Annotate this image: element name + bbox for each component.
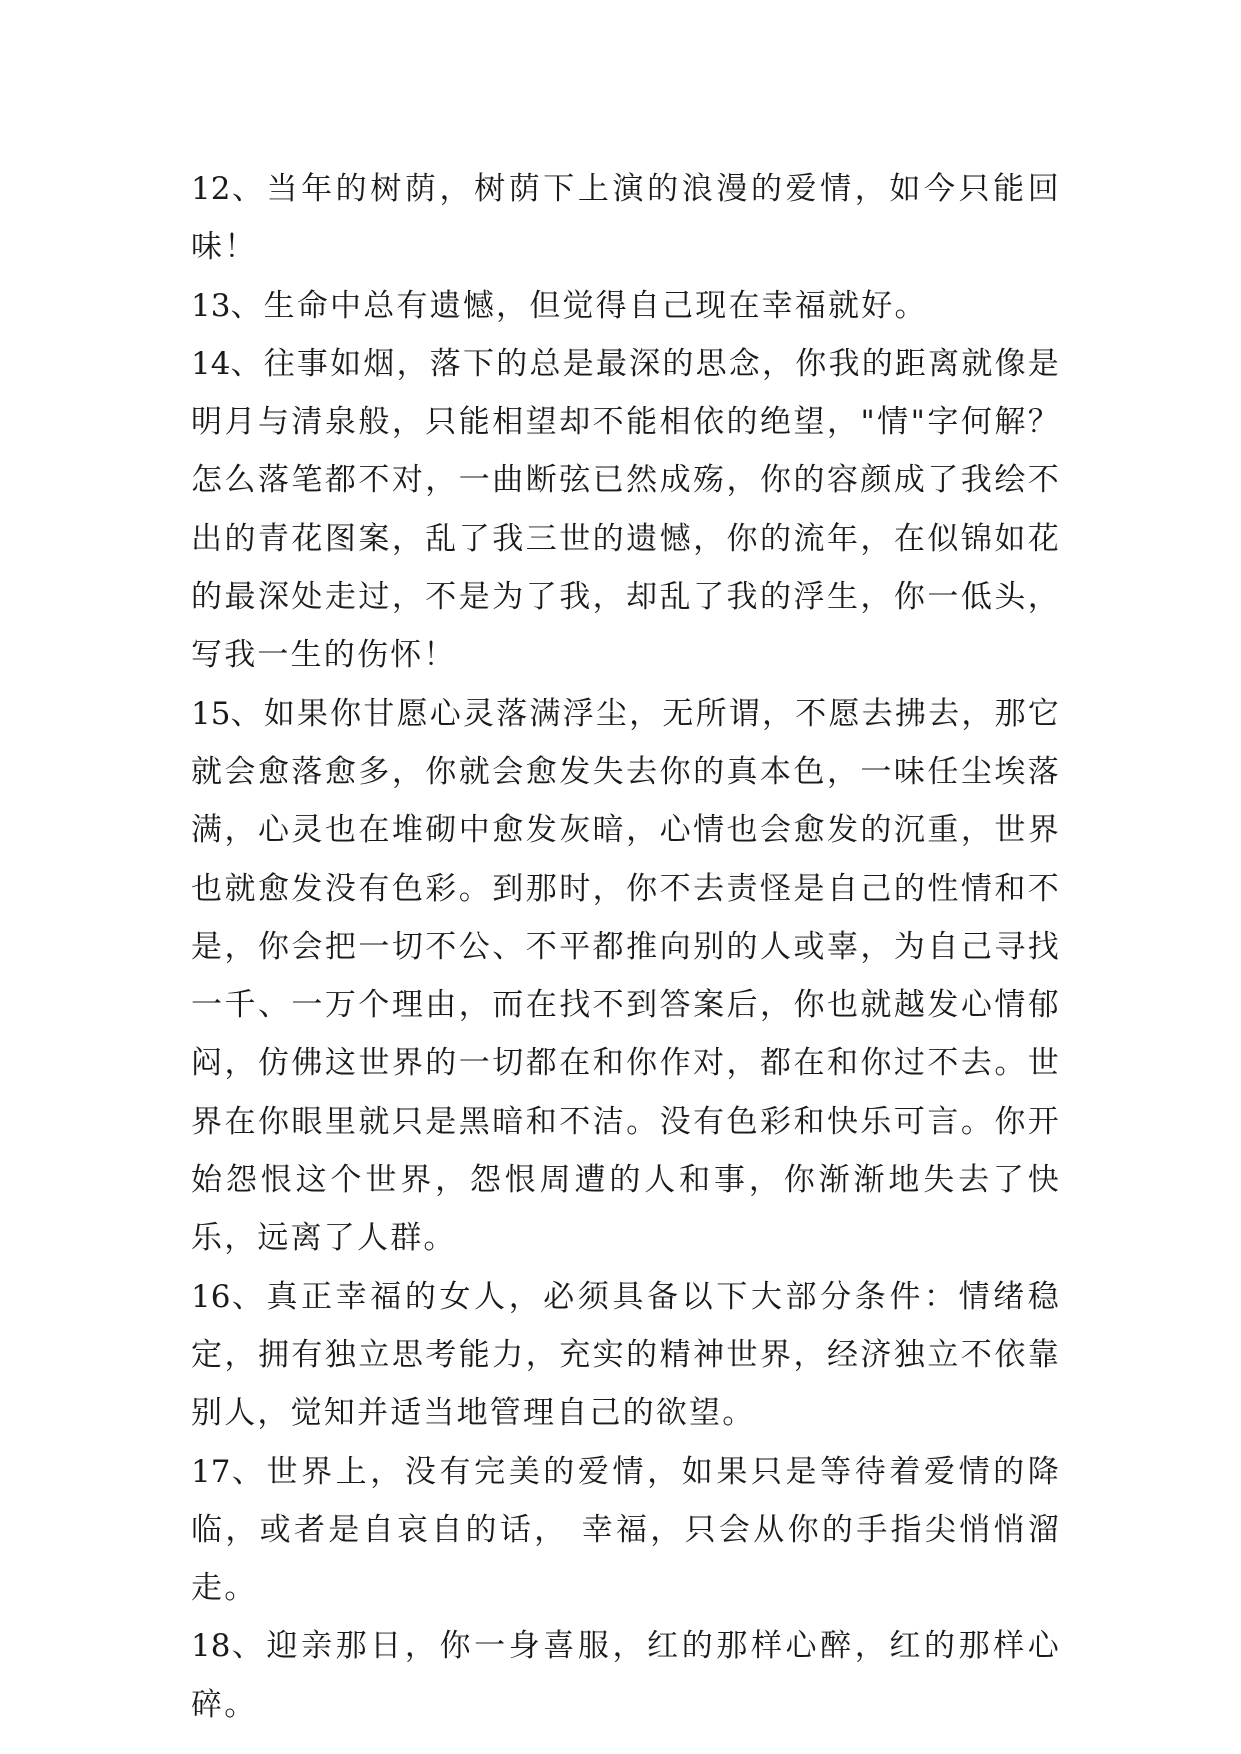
paragraph-number: 18 — [191, 1628, 231, 1665]
paragraph-text: 、迎亲那日，你一身喜服，红的那样心醉，红的那样心碎。 — [191, 1628, 1061, 1723]
paragraph-17 — [191, 1443, 1061, 1618]
paragraph-number: 16 — [191, 1278, 231, 1315]
paragraph-number: 15 — [191, 695, 231, 732]
paragraph-18 — [191, 1617, 1061, 1734]
paragraph-number: 14 — [191, 345, 231, 382]
paragraph-text: 、当年的树荫，树荫下上演的浪漫的爱情，如今只能回味！ — [191, 171, 1061, 266]
paragraph-text: 、世界上，没有完美的爱情，如果只是等待着爱情的降临，或者是自哀自的话， 幸福，只会从你的手指尖悄悄溜走。 — [191, 1453, 1061, 1607]
paragraph-text: 、如果你甘愿心灵落满浮尘，无所谓，不愿去拂去，那它就会愈落愈多，你就会愈发失去你的真本色，一味任尘埃落满，心灵也在堆砌中愈发灰暗，心情也会愈发的沉重，世界也就愈发没有色彩。到那时，你不去责怪是自己的性情和不是，你会把一切不公、不平都推向别的人或辜，为自己寻找一千、一万个理由，而在找不到答案后，你也就越发心情郁闷，仿佛这世界的一切都在和你作对，都在和你过不去。世界在你眼里就只是黑暗和不洁。没有色彩和快乐可言。你开始怨恨这个世界，怨恨周遭的人和事，你渐渐地失去了快乐，远离了人群。 — [191, 695, 1061, 1257]
paragraph-number: 12 — [191, 171, 231, 207]
paragraph-number: 13 — [191, 287, 231, 324]
paragraph-15 — [191, 685, 1061, 1268]
document-body — [191, 160, 1061, 1734]
paragraph-text: 、生命中总有遗憾，但觉得自己现在幸福就好。 — [230, 287, 928, 324]
paragraph-text: 、真正幸福的女人，必须具备以下大部分条件：情绪稳定，拥有独立思考能力，充实的精神世界，经济独立不依靠别人，觉知并适当地管理自己的欲望。 — [191, 1278, 1061, 1432]
paragraph-14 — [191, 335, 1061, 685]
paragraph-13 — [191, 277, 1061, 335]
paragraph-16 — [191, 1268, 1061, 1443]
paragraph-12 — [191, 160, 1061, 277]
paragraph-text: 、往事如烟，落下的总是最深的思念，你我的距离就像是明月与清泉般，只能相望却不能相依的绝望，"情"字何解？怎么落笔都不对，一曲断弦已然成殇，你的容颜成了我绘不出的青花图案，乱了我三世的遗憾，你的流年，在似锦如花的最深处走过，不是为了我，却乱了我的浮生，你一低头，写我一生的伤怀！ — [191, 345, 1061, 674]
paragraph-number: 17 — [191, 1453, 231, 1490]
